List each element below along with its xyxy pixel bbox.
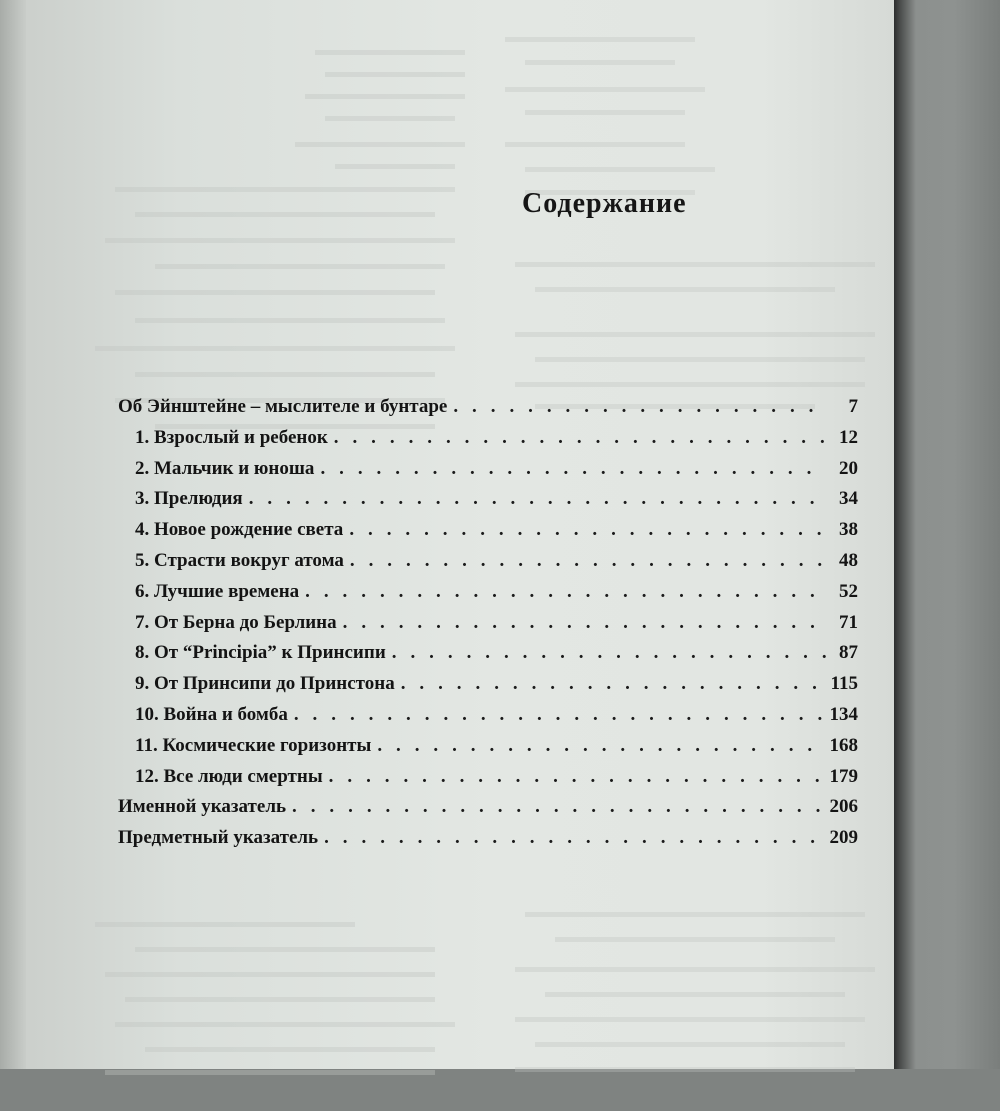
toc-entry-title: 12. Все люди смертны: [135, 765, 323, 787]
toc-entry: [118, 827, 858, 858]
toc-entry-title: 2. Мальчик и юноша: [135, 457, 315, 479]
toc-entry-title: 6. Лучшие времена: [135, 580, 300, 602]
toc-dot-leader: [343, 612, 826, 634]
toc-entry-page-number: 209: [829, 827, 858, 849]
toc-entry: [118, 581, 858, 612]
toc-entry: [118, 550, 858, 581]
toc-entry: [118, 519, 858, 550]
toc-entry-page-number: 206: [829, 796, 858, 818]
toc-entry-title: 4. Новое рождение света: [135, 519, 344, 541]
toc-entry-page-number: 12: [839, 426, 858, 448]
toc-entry-title: 8. От “Principia” к Принсипи: [135, 642, 386, 664]
toc-entry-page-number: 134: [829, 703, 858, 725]
table-of-contents: [118, 396, 858, 858]
toc-entry-title: 11. Космические горизонты: [135, 734, 372, 756]
toc-dot-leader: [350, 550, 826, 572]
toc-entry: [118, 673, 858, 704]
page-title: Содержание: [522, 188, 687, 219]
toc-dot-leader: [320, 458, 826, 480]
toc-dot-leader: [453, 396, 826, 418]
book-spine-edge: [894, 0, 1000, 1069]
toc-entry-title: Именной указатель: [118, 796, 287, 818]
toc-dot-leader: [377, 735, 825, 757]
toc-entry: [118, 396, 858, 427]
toc-entry: [118, 704, 858, 735]
toc-entry-page-number: 87: [839, 642, 858, 664]
toc-entry: [118, 766, 858, 797]
toc-entry-title: 7. От Берна до Берлина: [135, 611, 337, 633]
toc-entry-title: 1. Взрослый и ребенок: [135, 426, 328, 448]
page-gutter-shadow: [0, 0, 26, 1069]
toc-dot-leader: [329, 766, 826, 788]
toc-entry-title: 3. Прелюдия: [135, 488, 243, 510]
toc-dot-leader: [249, 488, 826, 510]
toc-entry: [118, 612, 858, 643]
toc-entry: [118, 796, 858, 827]
toc-entry-page-number: 71: [839, 611, 858, 633]
toc-entry: [118, 458, 858, 489]
toc-entry-title: 5. Страсти вокруг атома: [135, 549, 344, 571]
toc-entry-title: 10. Война и бомба: [135, 703, 288, 725]
toc-entry-title: Об Эйнштейне – мыслителе и бунтаре: [118, 396, 448, 417]
toc-dot-leader: [294, 704, 826, 726]
toc-entry: [118, 735, 858, 766]
toc-entry-page-number: 168: [829, 734, 858, 756]
toc-entry-page-number: 52: [839, 580, 858, 602]
toc-dot-leader: [334, 427, 826, 449]
toc-entry-page-number: 20: [839, 457, 858, 479]
toc-dot-leader: [392, 642, 826, 664]
toc-entry-page-number: 115: [830, 673, 858, 695]
toc-entry-title: Предметный указатель: [118, 827, 319, 849]
toc-entry-page-number: 48: [839, 549, 858, 571]
toc-dot-leader: [305, 581, 826, 603]
toc-dot-leader: [292, 796, 825, 818]
toc-dot-leader: [349, 519, 826, 541]
toc-dot-leader: [401, 673, 826, 695]
toc-dot-leader: [324, 827, 825, 849]
toc-entry: [118, 488, 858, 519]
toc-entry: [118, 642, 858, 673]
toc-entry: [118, 427, 858, 458]
toc-entry-page-number: 34: [839, 488, 858, 510]
toc-entry-page-number: 7: [848, 396, 858, 417]
toc-entry-page-number: 38: [839, 519, 858, 541]
toc-entry-title: 9. От Принсипи до Принстона: [135, 673, 395, 695]
toc-entry-page-number: 179: [829, 765, 858, 787]
